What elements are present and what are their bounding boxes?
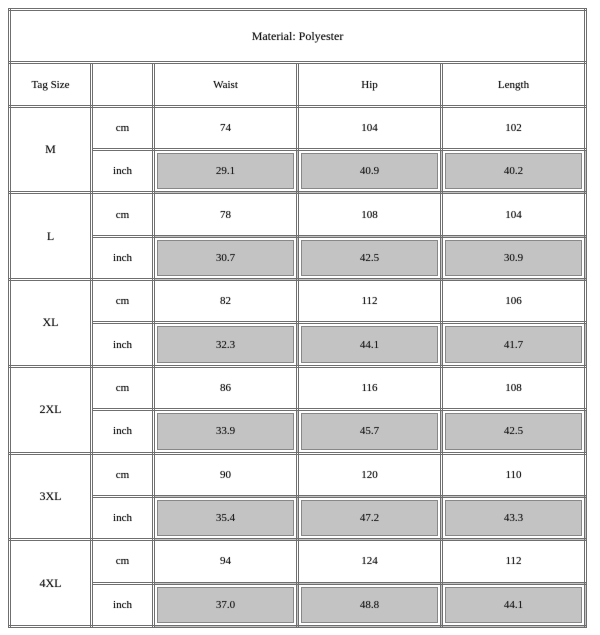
size-table: [8, 8, 587, 628]
table-row: [10, 236, 586, 279]
size-label: 3XL: [10, 453, 92, 540]
hip-inch-value: 40.9: [298, 150, 442, 193]
unit-label-inch: inch: [92, 236, 154, 279]
unit-label-cm: cm: [92, 280, 154, 323]
length-cm-value: 106: [442, 280, 586, 323]
waist-cm-value: 78: [154, 193, 298, 236]
waist-inch-value: 35.4: [154, 496, 298, 539]
table-row: [10, 323, 586, 366]
waist-cm-value: 86: [154, 366, 298, 409]
length-cm-value: 104: [442, 193, 586, 236]
hip-inch-value: 47.2: [298, 496, 442, 539]
hip-inch-value: 48.8: [298, 583, 442, 626]
hip-cm-value: 104: [298, 106, 442, 149]
length-inch-value: 42.5: [442, 410, 586, 453]
waist-cm-value: 74: [154, 106, 298, 149]
unit-label-inch: inch: [92, 410, 154, 453]
waist-cm-value: 82: [154, 280, 298, 323]
hip-cm-value: 120: [298, 453, 442, 496]
size-label: 2XL: [10, 366, 92, 453]
hip-cm-value: 112: [298, 280, 442, 323]
unit-label-cm: cm: [92, 366, 154, 409]
table-row: [10, 280, 586, 323]
table-row: [10, 106, 586, 149]
header-length: Length: [442, 63, 586, 106]
size-label: L: [10, 193, 92, 280]
table-row: [10, 366, 586, 409]
unit-label-inch: inch: [92, 150, 154, 193]
length-cm-value: 112: [442, 540, 586, 583]
unit-label-inch: inch: [92, 496, 154, 539]
unit-label-inch: inch: [92, 323, 154, 366]
hip-cm-value: 108: [298, 193, 442, 236]
hip-inch-value: 44.1: [298, 323, 442, 366]
waist-cm-value: 90: [154, 453, 298, 496]
size-label: M: [10, 106, 92, 193]
unit-label-inch: inch: [92, 583, 154, 626]
table-row: [10, 193, 586, 236]
length-inch-value: 41.7: [442, 323, 586, 366]
table-row: [10, 410, 586, 453]
waist-inch-value: 32.3: [154, 323, 298, 366]
length-inch-value: 30.9: [442, 236, 586, 279]
unit-label-cm: cm: [92, 193, 154, 236]
waist-inch-value: 30.7: [154, 236, 298, 279]
table-title: Material: Polyester: [10, 10, 586, 63]
table-row: [10, 540, 586, 583]
size-label: XL: [10, 280, 92, 367]
waist-inch-value: 33.9: [154, 410, 298, 453]
length-inch-value: 43.3: [442, 496, 586, 539]
header-hip: Hip: [298, 63, 442, 106]
hip-inch-value: 42.5: [298, 236, 442, 279]
waist-inch-value: 37.0: [154, 583, 298, 626]
table-row: [10, 583, 586, 626]
length-inch-value: 44.1: [442, 583, 586, 626]
length-cm-value: 110: [442, 453, 586, 496]
table-row: [10, 496, 586, 539]
header-waist: Waist: [154, 63, 298, 106]
length-inch-value: 40.2: [442, 150, 586, 193]
size-label: 4XL: [10, 540, 92, 627]
waist-cm-value: 94: [154, 540, 298, 583]
hip-cm-value: 124: [298, 540, 442, 583]
length-cm-value: 102: [442, 106, 586, 149]
unit-label-cm: cm: [92, 453, 154, 496]
unit-label-cm: cm: [92, 106, 154, 149]
header-unit: [92, 63, 154, 106]
table-row: [10, 453, 586, 496]
length-cm-value: 108: [442, 366, 586, 409]
hip-cm-value: 116: [298, 366, 442, 409]
header-tag-size: Tag Size: [10, 63, 92, 106]
size-chart: [8, 8, 585, 628]
unit-label-cm: cm: [92, 540, 154, 583]
hip-inch-value: 45.7: [298, 410, 442, 453]
table-row: [10, 150, 586, 193]
waist-inch-value: 29.1: [154, 150, 298, 193]
